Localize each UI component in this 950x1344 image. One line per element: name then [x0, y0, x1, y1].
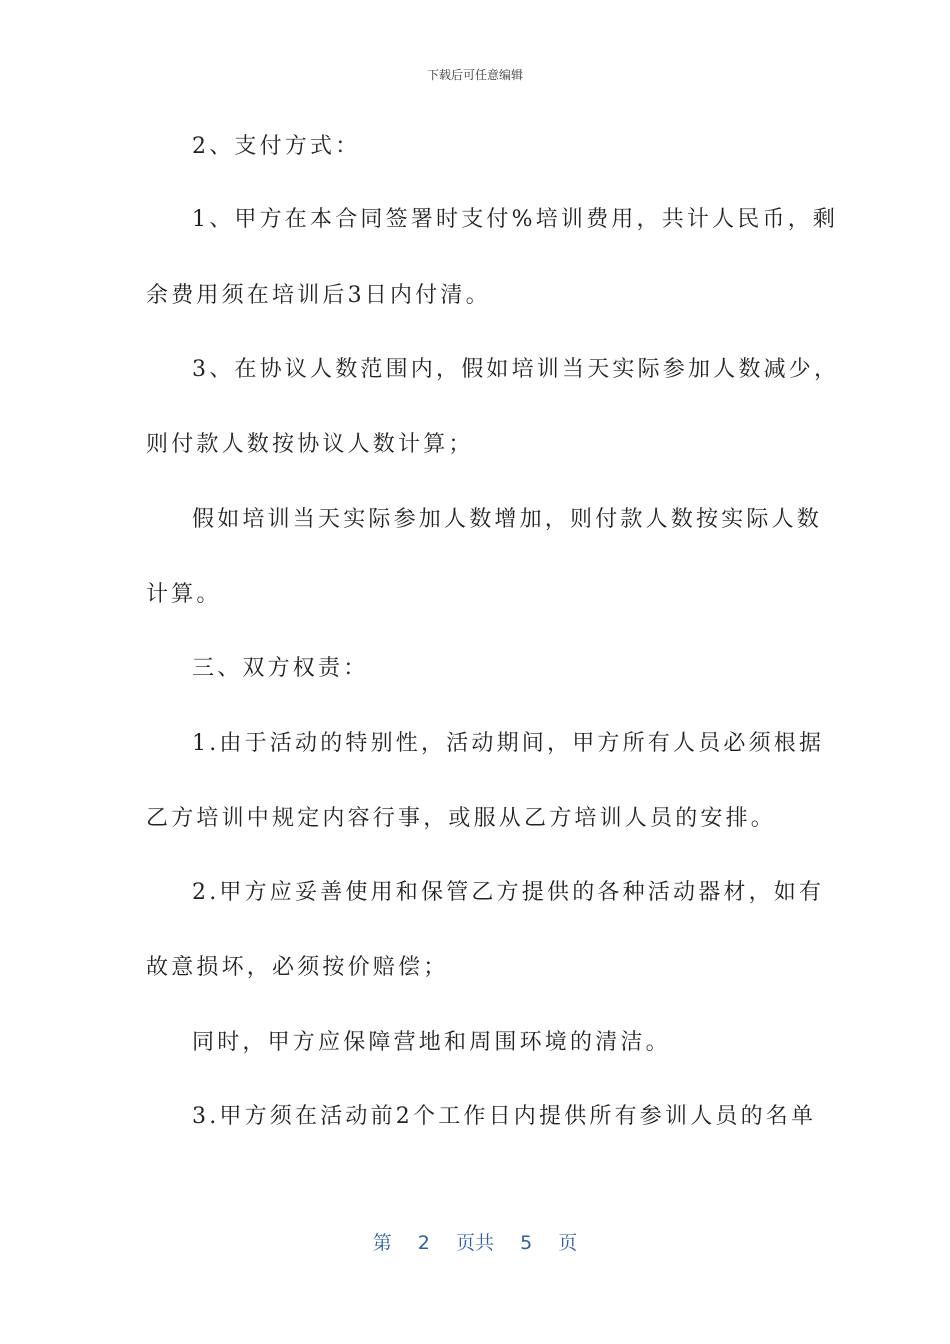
page-header-note: 下载后可任意编辑 — [426, 68, 523, 82]
footer-suffix: 页 — [558, 1232, 578, 1254]
text-line: 余费用须在培训后3日内付清。 — [146, 283, 491, 308]
section-heading: 三、双方权责： — [192, 656, 369, 681]
footer-middle: 页共 — [455, 1232, 494, 1254]
text-line: 3、在协议人数范围内，假如培训当天实际参加人数减少， — [192, 357, 840, 382]
footer-prefix: 第 — [372, 1232, 392, 1254]
text-line: 2.甲方应妥善使用和保管乙方提供的各种活动器材，如有 — [192, 880, 825, 905]
text-line: 则付款人数按协议人数计算； — [146, 432, 474, 457]
page-number-footer — [0, 1228, 950, 1255]
text-line: 1、甲方在本合同签署时支付%培训费用，共计人民币，剩 — [192, 207, 839, 232]
footer-total-pages: 5 — [520, 1232, 533, 1254]
text-line: 计算。 — [146, 582, 222, 607]
text-line: 同时，甲方应保障营地和周围环境的清洁。 — [192, 1030, 671, 1055]
text-line: 3.甲方须在活动前2个工作日内提供所有参训人员的名单 — [192, 1104, 817, 1129]
text-line: 乙方培训中规定内容行事，或服从乙方培训人员的安排。 — [146, 806, 777, 831]
text-line: 2、支付方式： — [192, 134, 361, 159]
footer-current-page: 2 — [417, 1232, 430, 1254]
text-line: 1.由于活动的特别性，活动期间，甲方所有人员必须根据 — [192, 731, 825, 756]
text-line: 假如培训当天实际参加人数增加，则付款人数按实际人数 — [192, 507, 823, 532]
text-line: 故意损坏，必须按价赔偿； — [146, 955, 449, 980]
